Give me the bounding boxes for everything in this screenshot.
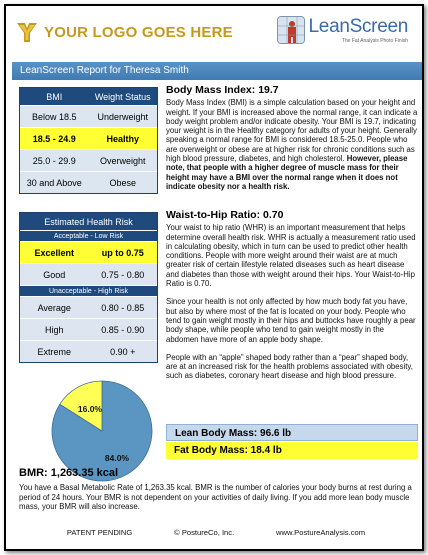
brand-name: LeanScreen [308,15,408,37]
risk-level: Extreme [37,346,71,357]
logo-y-icon [16,21,38,43]
copyright-text: © PostureCo, Inc. [174,528,235,537]
weight-status: Obese [109,177,137,188]
bmi-range: 18.5 - 24.9 [32,133,76,144]
weight-status: Overweight [99,155,146,166]
pie-slice-label: 16.0% [77,404,103,415]
risk-level: Good [43,269,66,280]
acceptable-label: Acceptable - Low Risk [20,230,157,241]
whr-range: up to 0.75 [101,247,144,258]
whr-range: 0.90 + [110,346,136,357]
bmr-heading: BMR: 1,263.35 kcal [19,467,119,479]
whr-section [166,211,418,381]
weight-status: Healthy [106,133,139,144]
lean-body-mass: Lean Body Mass: 96.6 lb [166,424,418,441]
status-col-header: Weight Status [94,91,151,102]
bmr-paragraph: You have a Basal Metabolic Rate of 1,263.35 kcal. BMR is the number of calories your body burns at rest during a period of 24 hours. Your BMR is not dependent on your activities of daily living. If you add more lean body muscle mass, your BMR will also increase. [19,483,412,512]
bmi-section [166,86,418,191]
table-row-highlighted [20,241,157,263]
risk-level: Excellent [34,247,75,258]
whr-paragraph-1: Your waist to hip ratio (WHR) is an important measurement that helps determine overall health risk. WHR is actually a measurement ratio used in calculating obesity, which in turn can be used to predict other health conditions. People with more weight around their waist are at much greater risk of certain lifestyle related diseases such as heart disease and diabetes than those with weight around their hips. Your Waist-to-Hip Ratio is 0.70. [166,223,416,289]
whr-range: 0.75 - 0.80 [101,269,145,280]
bmi-table [19,87,158,194]
table-row [20,149,157,171]
report-page [4,4,424,551]
bmi-table-header [20,88,157,105]
weight-status: Underweight [97,111,149,122]
pie-slice-label: 84.0% [104,453,129,464]
whr-paragraph-3: People with an “apple” shaped body rather than a “pear” shaped body, are at an increased risk for the health problems associated with obesity, such as diabetes, coronary heart disease and high blood pressure. [166,352,413,381]
logo-text: YOUR LOGO GOES HERE [44,23,233,41]
table-row [20,340,157,362]
bmi-heading: Body Mass Index: 19.7 [166,84,279,96]
unacceptable-label: Unacceptable - High Risk [20,285,157,296]
risk-level: High [44,324,64,335]
whr-paragraph-2: Since your health is not only affected by how much body fat you have, but also by where most of the fat is located on your body. People who tend to gain weight mostly in their hips and buttocks have roughly a pear body shape, while people who tend to gain weight mostly in the abdomen have more of an apple body shape. [166,297,416,344]
table-row [20,263,157,285]
logo-placeholder [16,18,233,46]
bmi-range: Below 18.5 [31,111,77,122]
website-link[interactable]: www.PostureAnalysis.com [276,528,366,537]
table-row-highlighted [20,127,157,149]
whr-range: 0.85 - 0.90 [101,324,145,335]
health-risk-table [19,212,158,363]
bmi-bold-note: However, please note, that people with a higher degree of muscle mass for their height may have a BMI over the normal range when it does not indicate obesity nor a health risk. [166,154,408,191]
report-title: LeanScreen Report for Theresa Smith [12,62,422,80]
whr-heading: Waist-to-Hip Ratio: 0.70 [166,209,284,221]
risk-level: Average [37,302,71,313]
table-row [20,296,157,318]
bmi-body-text: Body Mass Index (BMI) is a simple calculation based on your height and weight. If your BMI is increased above the normal range, it can indicate a body weight problem and/or indicate obesity. Your BMI is 19.7, indicating your weight is in the Healthy category for adults of your height. Generally speaking a normal range for BMI is considered 18.5-25.0. People who are overweight or obese are at higher risk for chronic conditions such as high blood pressure, diabetes, and high cholesterol. [166,98,418,164]
table-row [20,105,157,127]
patent-text: PATENT PENDING [66,528,133,537]
table-row [20,318,157,340]
footer [6,528,426,537]
brand-tagline: The Fat Analysis Photo Finish [341,37,408,44]
bmi-range: 25.0 - 29.9 [32,155,76,166]
fat-body-mass: Fat Body Mass: 18.4 lb [166,442,418,459]
whr-range: 0.80 - 0.85 [101,302,145,313]
bmi-paragraph [166,98,418,191]
bmi-range: 30 and Above [26,177,82,188]
table-row [20,171,157,193]
bmi-col-header: BMI [46,91,63,102]
risk-table-header: Estimated Health Risk [20,213,157,230]
leanscreen-figure-icon [277,16,305,44]
leanscreen-logo [277,16,408,44]
